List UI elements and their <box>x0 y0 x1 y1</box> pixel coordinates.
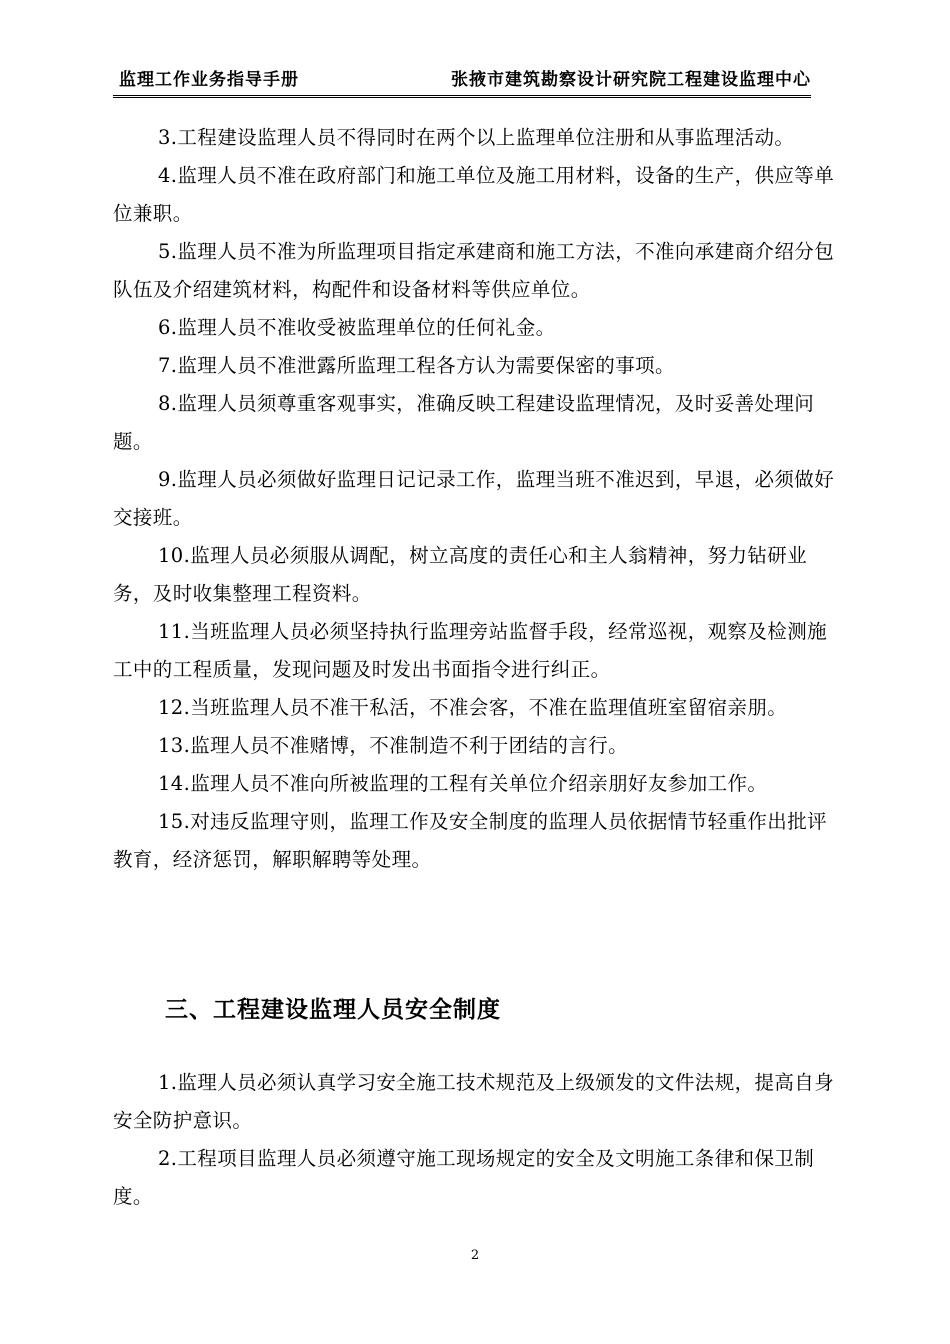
rule-item-4: 4.监理人员不准在政府部门和施工单位及施工用材料，设备的生产，供应等单位兼职。 <box>113 164 835 225</box>
safety-rule-item-2: 2.工程项目监理人员必须遵守施工现场规定的安全及文明施工条律和保卫制度。 <box>113 1147 815 1208</box>
rule-item-5: 5.监理人员不准为所监理项目指定承建商和施工方法，不准向承建商介绍分包队伍及介绍建筑材料，构配件和设备材料等供应单位。 <box>113 240 835 301</box>
safety-rules-list <box>113 1064 837 1216</box>
header-manual-title: 监理工作业务指导手册 <box>119 70 299 90</box>
rule-item-8: 8.监理人员须尊重客观事实，准确反映工程建设监理情况，及时妥善处理问题。 <box>113 392 815 453</box>
rule-item-6: 6.监理人员不准收受被监理单位的任何礼金。 <box>158 316 556 339</box>
header-organization: 张掖市建筑勘察设计研究院工程建设监理中心 <box>451 70 811 90</box>
rule-item-13: 13.监理人员不准赌博，不准制造不利于团结的言行。 <box>158 734 629 757</box>
rule-item-12: 12.当班监理人员不准干私活，不准会客，不准在监理值班室留宿亲朋。 <box>158 696 788 719</box>
rule-item-7: 7.监理人员不准泄露所监理工程各方认为需要保密的事项。 <box>158 354 675 377</box>
rule-item-11: 11.当班监理人员必须坚持执行监理旁站监督手段，经常巡视，观察及检测施工中的工程质量，发现问题及时发出书面指令进行纠正。 <box>113 620 828 681</box>
rule-item-14: 14.监理人员不准向所被监理的工程有关单位介绍亲朋好友参加工作。 <box>158 772 768 795</box>
page-header <box>113 67 811 98</box>
rule-item-3: 3.工程建设监理人员不得同时在两个以上监理单位注册和从事监理活动。 <box>158 126 795 149</box>
page-number: 2 <box>470 1248 480 1263</box>
rules-list <box>113 119 837 879</box>
safety-rule-item-1: 1.监理人员必须认真学习安全施工技术规范及上级颁发的文件法规，提高自身安全防护意识。 <box>113 1071 835 1132</box>
rule-item-15: 15.对违反监理守则，监理工作及安全制度的监理人员依据情节轻重作出批评教育，经济惩罚，解职解聘等处理。 <box>113 810 828 871</box>
section-heading-safety-rules: 三、工程建设监理人员安全制度 <box>165 997 501 1023</box>
rule-item-9: 9.监理人员必须做好监理日记记录工作，监理当班不准迟到，早退，必须做好交接班。 <box>113 468 835 529</box>
rule-item-10: 10.监理人员必须服从调配，树立高度的责任心和主人翁精神，努力钻研业务，及时收集整理工程资料。 <box>113 544 808 605</box>
